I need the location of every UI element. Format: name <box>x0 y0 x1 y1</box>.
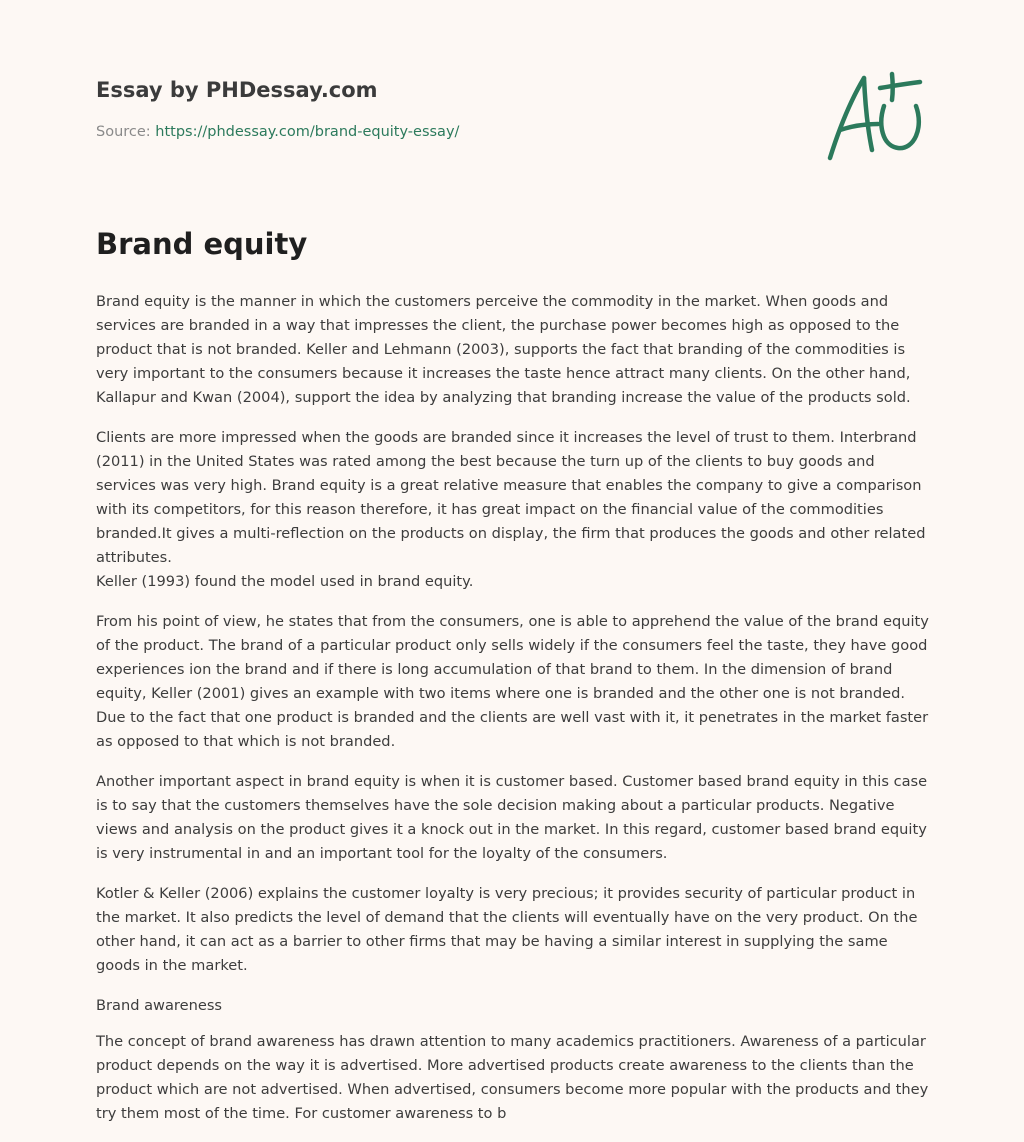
section-subheading: Brand awareness <box>96 997 223 1014</box>
site-title: Essay by PHDessay.com <box>96 78 378 102</box>
a-plus-logo-svg <box>820 66 930 166</box>
a-plus-logo-icon <box>820 66 930 166</box>
essay-paragraph: Kotler & Keller (2006) explains the customer loyalty is very precious; it provides security of particular product in the market. It also predicts the level of demand that the clients will eventually have on the very product. On the other hand, it can act as a barrier to other firms that may be having a similar interest in supplying the same goods in the market. <box>96 885 918 974</box>
source-link[interactable]: https://phdessay.com/brand-equity-essay/ <box>155 124 460 140</box>
page-header <box>96 76 796 142</box>
logo-plus-horizontal <box>880 82 920 88</box>
essay-paragraph-final: The concept of brand awareness has drawn attention to many academics practitioners. Awareness of a particular product depends on the way it is advertised. More advertised products create awareness to the clients than the product which are not advertised. When advertised, consumers become more popular with the products and they try them most of the time. For customer awareness to b <box>96 1033 929 1122</box>
essay-title: Brand equity <box>96 227 308 261</box>
essay-paragraph: Brand equity is the manner in which the customers perceive the commodity in the market. When goods and services are branded in a way that impresses the client, the purchase power becomes high as opposed to the product that is not branded. Keller and Lehmann (2003), supports the fact that branding of the commodities is very important to the consumers because it increases the taste hence attract many clients. On the other hand, Kallapur and Kwan (2004), support the idea by analyzing that branding increase the value of the products sold. <box>96 293 911 406</box>
logo-swoosh <box>881 106 918 148</box>
essay-paragraph: Clients are more impressed when the goods are branded since it increases the level of trust to them. Interbrand (2011) in the United States was rated among the best because the turn up of the clients to buy goods and services was very high. Brand equity is a great relative measure that enables the company to give a comparison with its competitors, for this reason therefore, it has great impact on the financial value of the commodities branded.It gives a multi-reflection on the products on display, the firm that produces the goods and other related attributes. Keller (1993) found the model used in brand equity. <box>96 429 926 590</box>
source-line <box>96 122 796 142</box>
essay-paragraph: From his point of view, he states that from the consumers, one is able to apprehend the value of the brand equity of the product. The brand of a particular product only sells widely if the consumers feel the taste, they have good experiences ion the brand and if there is long accumulation of that brand to them. In the dimension of brand equity, Keller (2001) gives an example with two items where one is branded and the other one is not branded. Due to the fact that one product is branded and the clients are well vast with it, it penetrates in the market faster as opposed to that which is not branded. <box>96 613 929 750</box>
logo-a-crossbar <box>840 124 878 130</box>
essay-paragraph: Another important aspect in brand equity is when it is customer based. Customer based brand equity in this case is to say that the customers themselves have the sole decision making about a particular products. Negative views and analysis on the product gives it a knock out in the market. In this regard, customer based brand equity is very instrumental in and an important tool for the loyalty of the consumers. <box>96 773 928 862</box>
logo-a-left-stroke <box>830 78 864 158</box>
logo-a-right-stroke <box>864 78 872 150</box>
source-label: Source: <box>96 124 156 140</box>
essay-content <box>96 224 932 1142</box>
